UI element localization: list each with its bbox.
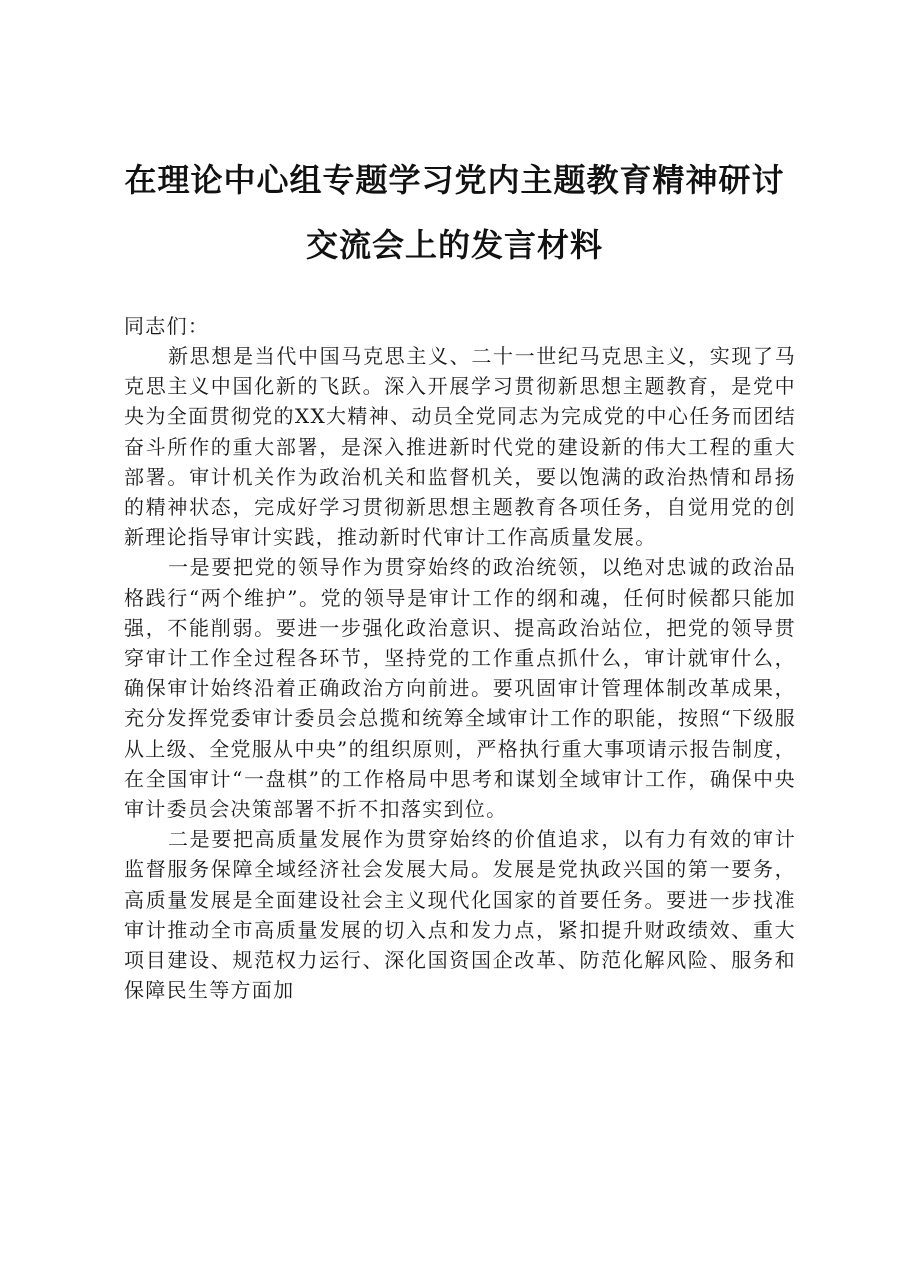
body-paragraph-intro: 新思想是当代中国马克思主义、二十一世纪马克思主义，实现了马克思主义中国化新的飞跃。深入开展学习贯彻新思想主题教育，是党中央为全面贯彻党的XX大精神、动员全党同志为完成党的中心任务而团结奋斗所作的重大部署，是深入推进新时代党的建设新的伟大工程的重大部署。审计机关作为政治机关和监督机关，要以饱满的政治热情和昂扬的精神状态，完成好学习贯彻新思想主题教育各项任务，自觉用党的创新理论指导审计实践，推动新时代审计工作高质量发展。 bbox=[124, 344, 796, 550]
document-body bbox=[124, 341, 796, 1005]
document-title-line-1: 在理论中心组专题学习党内主题教育精神研讨 bbox=[124, 161, 785, 199]
body-paragraph-point-two: 二是要把高质量发展作为贯穿始终的价值追求，以有力有效的审计监督服务保障全域经济社会发展大局。发展是党执政兴国的第一要务，高质量发展是全面建设社会主义现代化国家的首要任务。要进一步找准审计推动全市高质量发展的切入点和发力点，紧扣提升财政绩效、重大项目建设、规范权力运行、深化国资国企改革、防范化解风险、服务和保障民生等方面加 bbox=[124, 827, 796, 1003]
salutation: 同志们： bbox=[124, 314, 210, 338]
document-title-line-2: 交流会上的发言材料 bbox=[305, 226, 603, 264]
body-paragraph-point-one: 一是要把党的领导作为贯穿始终的政治统领，以绝对忠诚的政治品格践行“两个维护”。党的领导是审计工作的纲和魂，任何时候都只能加强，不能削弱。要进一步强化政治意识、提高政治站位，把党的领导贯穿审计工作全过程各环节，坚持党的工作重点抓什么，审计就审什么，确保审计始终沿着正确政治方向前进。要巩固审计管理体制改革成果，充分发挥党委审计委员会总揽和统筹全域审计工作的职能，按照“下级服从上级、全党服从中央”的组织原则，严格执行重大事项请示报告制度，在全国审计“一盘棋”的工作格局中思考和谋划全域审计工作，确保中央审计委员会决策部署不折不扣落实到位。 bbox=[124, 555, 796, 822]
